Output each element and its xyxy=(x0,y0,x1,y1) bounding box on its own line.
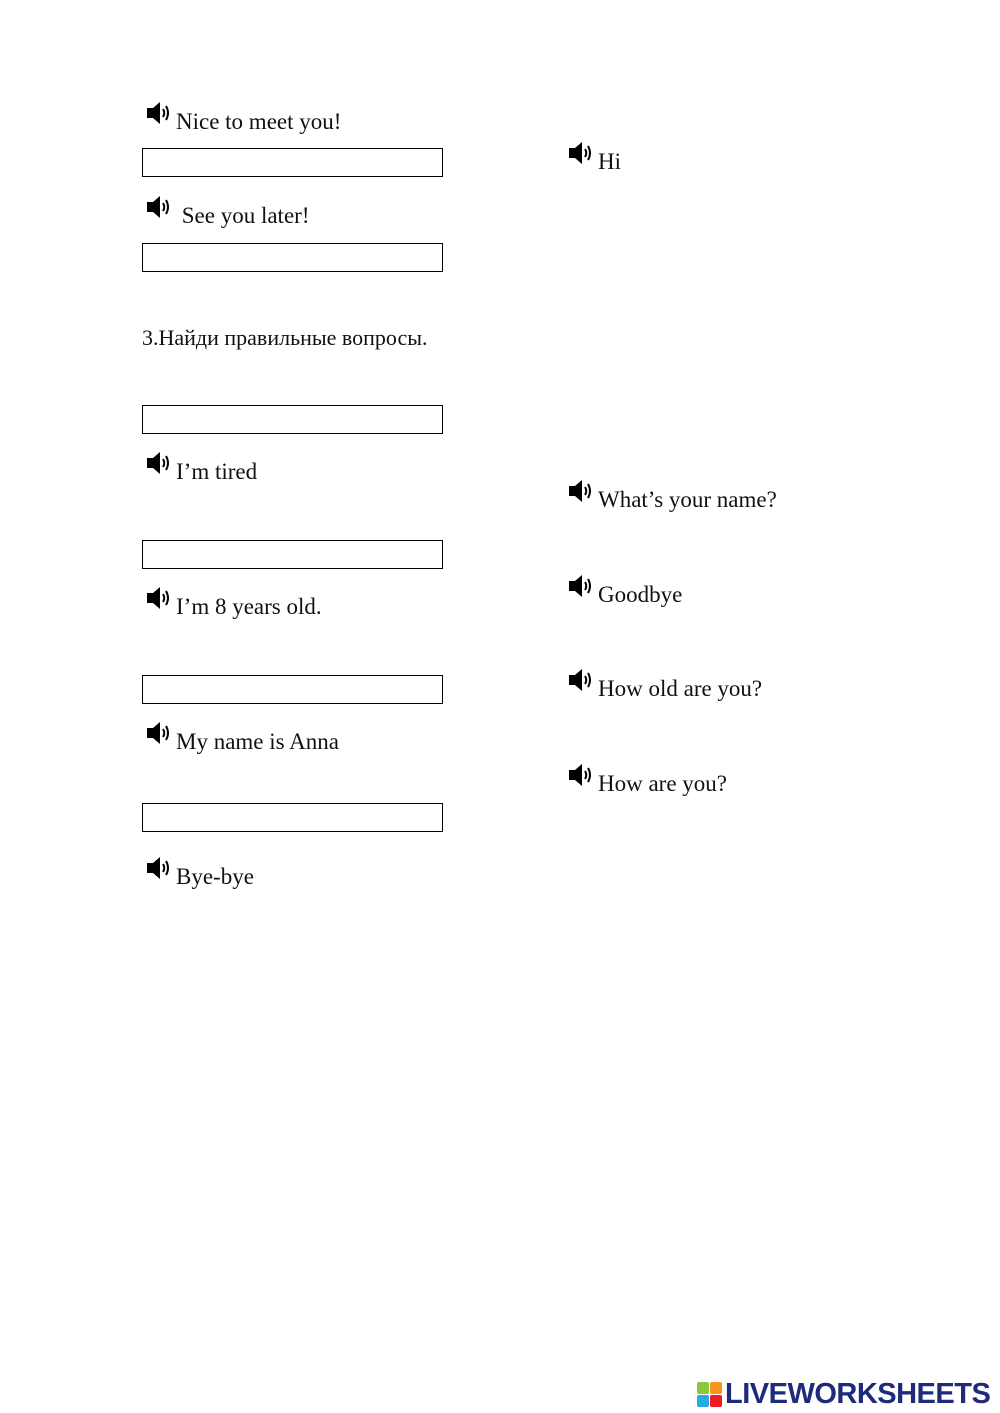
phrase-text: See you later! xyxy=(176,203,310,228)
speaker-icon[interactable] xyxy=(567,762,597,790)
answer-box-6[interactable] xyxy=(142,803,443,832)
left-phrase-im-tired xyxy=(145,450,257,486)
phrase-text: Hi xyxy=(598,149,621,174)
left-phrase-nice-to-meet-you xyxy=(145,100,341,136)
answer-box-3[interactable] xyxy=(142,405,443,434)
phrase-text: My name is Anna xyxy=(176,729,339,754)
answer-box-5[interactable] xyxy=(142,675,443,704)
phrase-text: Nice to meet you! xyxy=(176,109,342,134)
speaker-icon[interactable] xyxy=(567,573,597,601)
logo-mark-cell xyxy=(710,1395,722,1407)
phrase-text: Goodbye xyxy=(598,582,683,607)
right-phrase-whats-your-name xyxy=(567,478,777,514)
logo-mark-cell xyxy=(710,1382,722,1394)
liveworksheets-logo xyxy=(697,1378,990,1410)
phrase-text: What’s your name? xyxy=(598,487,777,512)
speaker-icon[interactable] xyxy=(145,855,175,883)
speaker-icon[interactable] xyxy=(567,667,597,695)
phrase-text: I’m tired xyxy=(176,459,258,484)
right-phrase-how-are-you xyxy=(567,762,727,798)
speaker-icon[interactable] xyxy=(145,585,175,613)
logo-mark-cell xyxy=(697,1395,709,1407)
right-phrase-hi xyxy=(567,140,621,176)
speaker-icon[interactable] xyxy=(145,100,175,128)
left-phrase-years-old xyxy=(145,585,322,621)
phrase-text: How old are you? xyxy=(598,676,763,701)
phrase-text: Bye-bye xyxy=(176,864,254,889)
right-phrase-goodbye xyxy=(567,573,682,609)
logo-mark-cell xyxy=(697,1382,709,1394)
logo-text: LIVEWORKSHEETS xyxy=(725,1377,991,1410)
speaker-icon[interactable] xyxy=(145,194,175,222)
left-phrase-my-name xyxy=(145,720,339,756)
logo-mark-icon xyxy=(697,1382,722,1407)
phrase-text: How are you? xyxy=(598,771,728,796)
section-heading: 3.Найди правильные вопросы. xyxy=(142,325,428,350)
speaker-icon[interactable] xyxy=(567,478,597,506)
phrase-text: I’m 8 years old. xyxy=(176,594,322,619)
answer-box-4[interactable] xyxy=(142,540,443,569)
speaker-icon[interactable] xyxy=(567,140,597,168)
speaker-icon[interactable] xyxy=(145,720,175,748)
right-phrase-how-old xyxy=(567,667,762,703)
left-phrase-bye-bye xyxy=(145,855,254,891)
answer-box-2[interactable] xyxy=(142,243,443,272)
speaker-icon[interactable] xyxy=(145,450,175,478)
left-phrase-see-you-later xyxy=(145,194,309,230)
answer-box-1[interactable] xyxy=(142,148,443,177)
